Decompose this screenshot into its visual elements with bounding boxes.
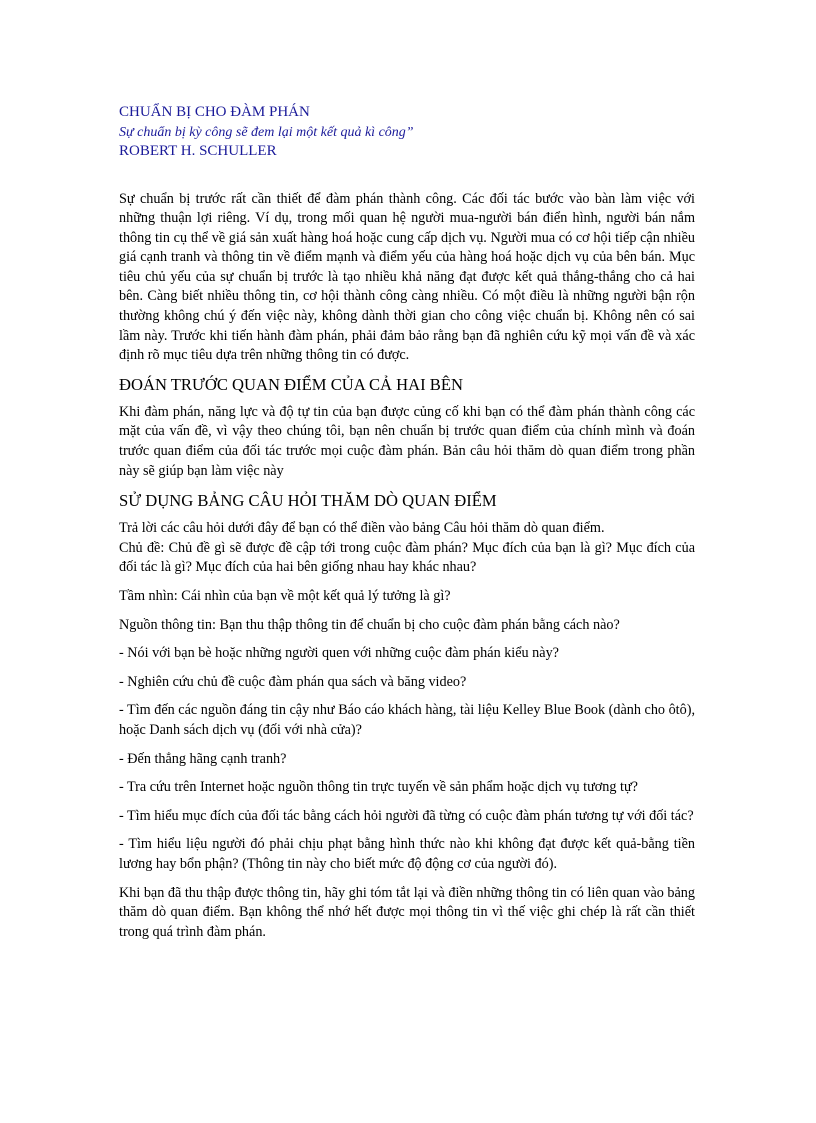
source-option: - Tìm hiểu mục đích của đối tác bằng cách hỏi người đã từng có cuộc đàm phán tương tự với đối tác? bbox=[119, 807, 694, 824]
source-option: - Nghiên cứu chủ đề cuộc đàm phán qua sách và băng video? bbox=[119, 673, 467, 690]
epigraph-author: ROBERT H. SCHULLER bbox=[119, 143, 277, 159]
epigraph-quote: Sự chuẩn bị kỳ công sẽ đem lại một kết quả kì công” bbox=[119, 124, 414, 140]
document-title: CHUẨN BỊ CHO ĐÀM PHÁN bbox=[119, 104, 310, 120]
section-heading-1: ĐOÁN TRƯỚC QUAN ĐIỂM CỦA CẢ HAI BÊN bbox=[119, 374, 463, 394]
section-heading-2: SỬ DỤNG BẢNG CÂU HỎI THĂM DÒ QUAN ĐIỂM bbox=[119, 491, 497, 511]
question-sources: Nguồn thông tin: Bạn thu thập thông tin để chuẩn bị cho cuộc đàm phán bằng cách nào? bbox=[119, 616, 620, 633]
source-option: - Đến thẳng hãng cạnh tranh? bbox=[119, 750, 287, 767]
section-2-lead: Trả lời các câu hỏi dưới đây để bạn có thể điền vào bảng Câu hỏi thăm dò quan điểm. bbox=[119, 520, 605, 537]
section-1-paragraph: Khi đàm phán, năng lực và độ tự tin của bạn được củng cố khi bạn có thể đàm phán thành công các mặt của vấn đề, vì vậy theo chúng tôi, bạn nên chuẩn bị trước quan điểm của chính mình và đoán trước quan điểm của đối tác trước mọi cuộc đàm phán. Bản câu hỏi thăm dò quan điểm trong phần này sẽ giúp bạn làm việc này bbox=[119, 403, 695, 479]
source-option: - Tra cứu trên Internet hoặc nguồn thông tin trực tuyến về sản phẩm hoặc dịch vụ tương tự? bbox=[119, 779, 638, 796]
intro-paragraph: Sự chuẩn bị trước rất cần thiết để đàm phán thành công. Các đối tác bước vào bàn làm việc với những thuận lợi riêng. Ví dụ, trong mối quan hệ người mua-người bán điển hình, người bán nắm thông tin cụ thể về giá sản xuất hàng hoá hoặc cung cấp dịch vụ. Người mua có cơ hội tiếp cận nhiều giá cạnh tranh và thông tin về điểm mạnh và điểm yếu của hàng hoá hoặc dịch vụ của bên bán. Mục tiêu chủ yếu của sự chuẩn bị trước là tạo nhiều khả năng đạt được kết quả thắng-thắng cho cả hai bên. Càng biết nhiều thông tin, cơ hội thành công càng nhiều. Có một điều là những người bận rộn thường không chú ý đến việc này, không dành thời gian cho công việc chuẩn bị. Không nên có sai lầm này. Trước khi tiến hành đàm phán, phải đảm bảo rằng bạn đã nghiên cứu kỹ mọi vấn đề và xác định rõ mục tiêu dựa trên những thông tin có được. bbox=[119, 190, 695, 364]
closing-paragraph: Khi bạn đã thu thập được thông tin, hãy ghi tóm tắt lại và điền những thông tin có liên quan vào bảng thăm dò quan điểm. Bạn không thể nhớ hết được mọi thông tin vì thế việc ghi chép là rất cần thiết trong quá trình đàm phán. bbox=[119, 884, 695, 940]
document-page bbox=[119, 103, 695, 951]
source-option: - Nói với bạn bè hoặc những người quen với những cuộc đàm phán kiểu này? bbox=[119, 645, 559, 662]
question-topic: Chủ đề: Chủ đề gì sẽ được đề cập tới trong cuộc đàm phán? Mục đích của bạn là gì? Mục đích của đối tác là gì? Mục đích của hai bên giống nhau hay khác nhau? bbox=[119, 539, 695, 576]
source-option: - Tìm đến các nguồn đáng tin cậy như Báo cáo khách hàng, tài liệu Kelley Blue Book (dành cho ôtô), hoặc Danh sách dịch vụ (đối với nhà cửa)? bbox=[119, 702, 695, 738]
question-vision: Tầm nhìn: Cái nhìn của bạn về một kết quả lý tưởng là gì? bbox=[119, 588, 451, 604]
source-option: - Tìm hiểu liệu người đó phải chịu phạt bằng hình thức nào khi không đạt được kết quả-bằng tiền lương hay bổn phận? (Thông tin này cho biết mức độ động cơ của người đó). bbox=[119, 836, 695, 872]
